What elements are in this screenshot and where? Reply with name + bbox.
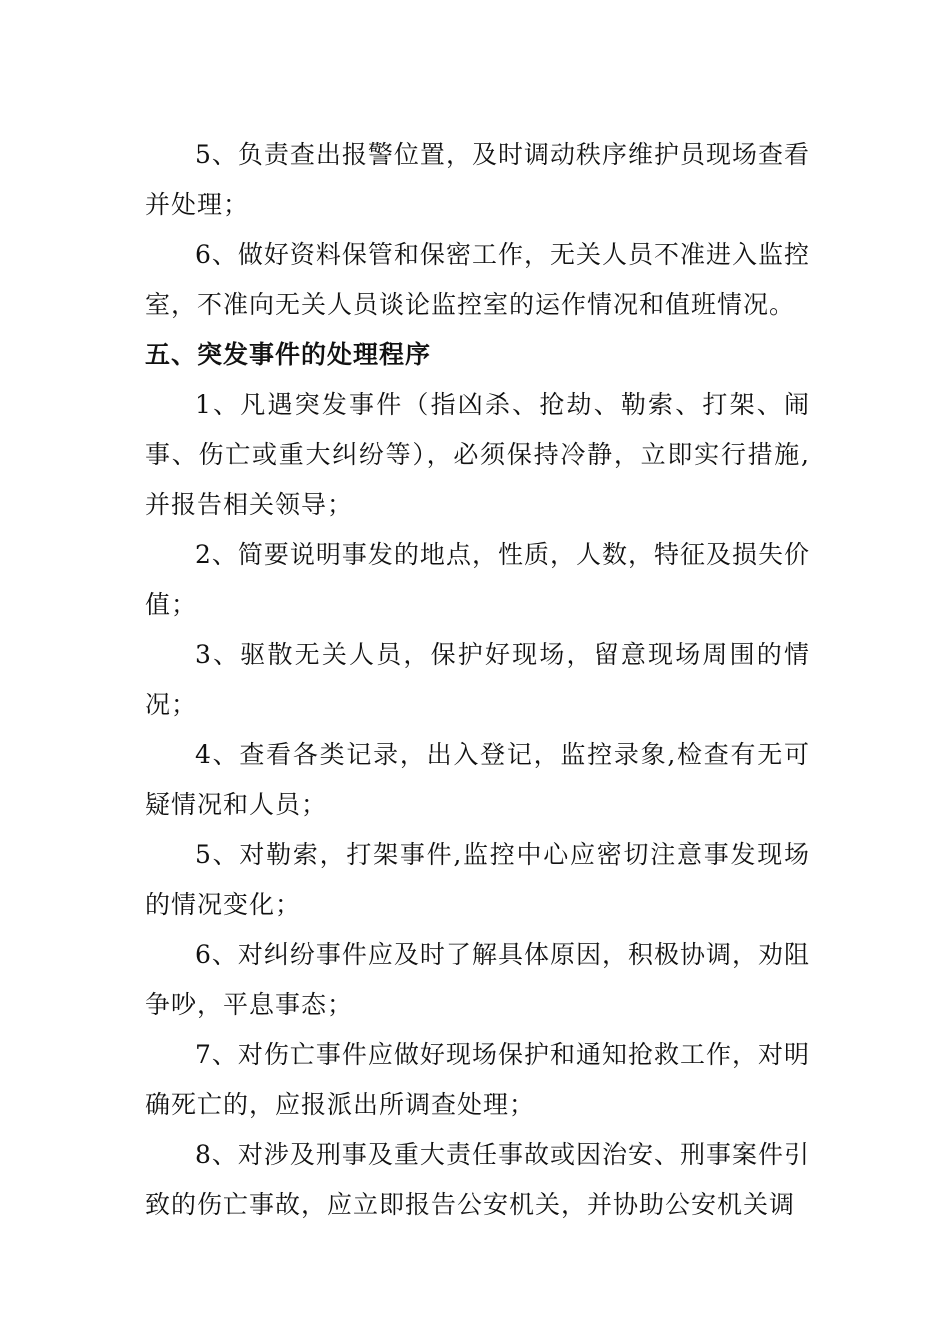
- section-heading: 五、突发事件的处理程序: [145, 340, 432, 369]
- paragraph-item-6-top: 6、做好资料保管和保密工作，无关人员不准进入监控室，不准向无关人员谈论监控室的运作情况和值班情况。: [145, 240, 810, 319]
- document-body: [145, 130, 810, 1230]
- paragraph-item-2: 2、简要说明事发的地点，性质，人数，特征及损失价值；: [145, 540, 810, 619]
- paragraph-item-7: 7、对伤亡事件应做好现场保护和通知抢救工作，对明确死亡的，应报派出所调查处理；: [145, 1040, 810, 1119]
- paragraph-item-5: 5、对勒索，打架事件,监控中心应密切注意事发现场的情况变化；: [145, 840, 810, 919]
- paragraph-item-6: 6、对纠纷事件应及时了解具体原因，积极协调，劝阻争吵，平息事态；: [145, 940, 810, 1019]
- paragraph-item-5-top: 5、负责查出报警位置，及时调动秩序维护员现场查看并处理；: [145, 140, 810, 219]
- paragraph-item-4: 4、查看各类记录，出入登记，监控录象,检查有无可疑情况和人员；: [145, 740, 810, 819]
- paragraph-item-3: 3、驱散无关人员，保护好现场，留意现场周围的情况；: [145, 640, 810, 719]
- paragraph-item-8: 8、对涉及刑事及重大责任事故或因治安、刑事案件引致的伤亡事故，应立即报告公安机关，并协助公安机关调: [145, 1140, 810, 1219]
- paragraph-item-1: 1、凡遇突发事件（指凶杀、抢劫、勒索、打架、闹事、伤亡或重大纠纷等），必须保持冷静，立即实行措施,并报告相关领导；: [145, 390, 810, 519]
